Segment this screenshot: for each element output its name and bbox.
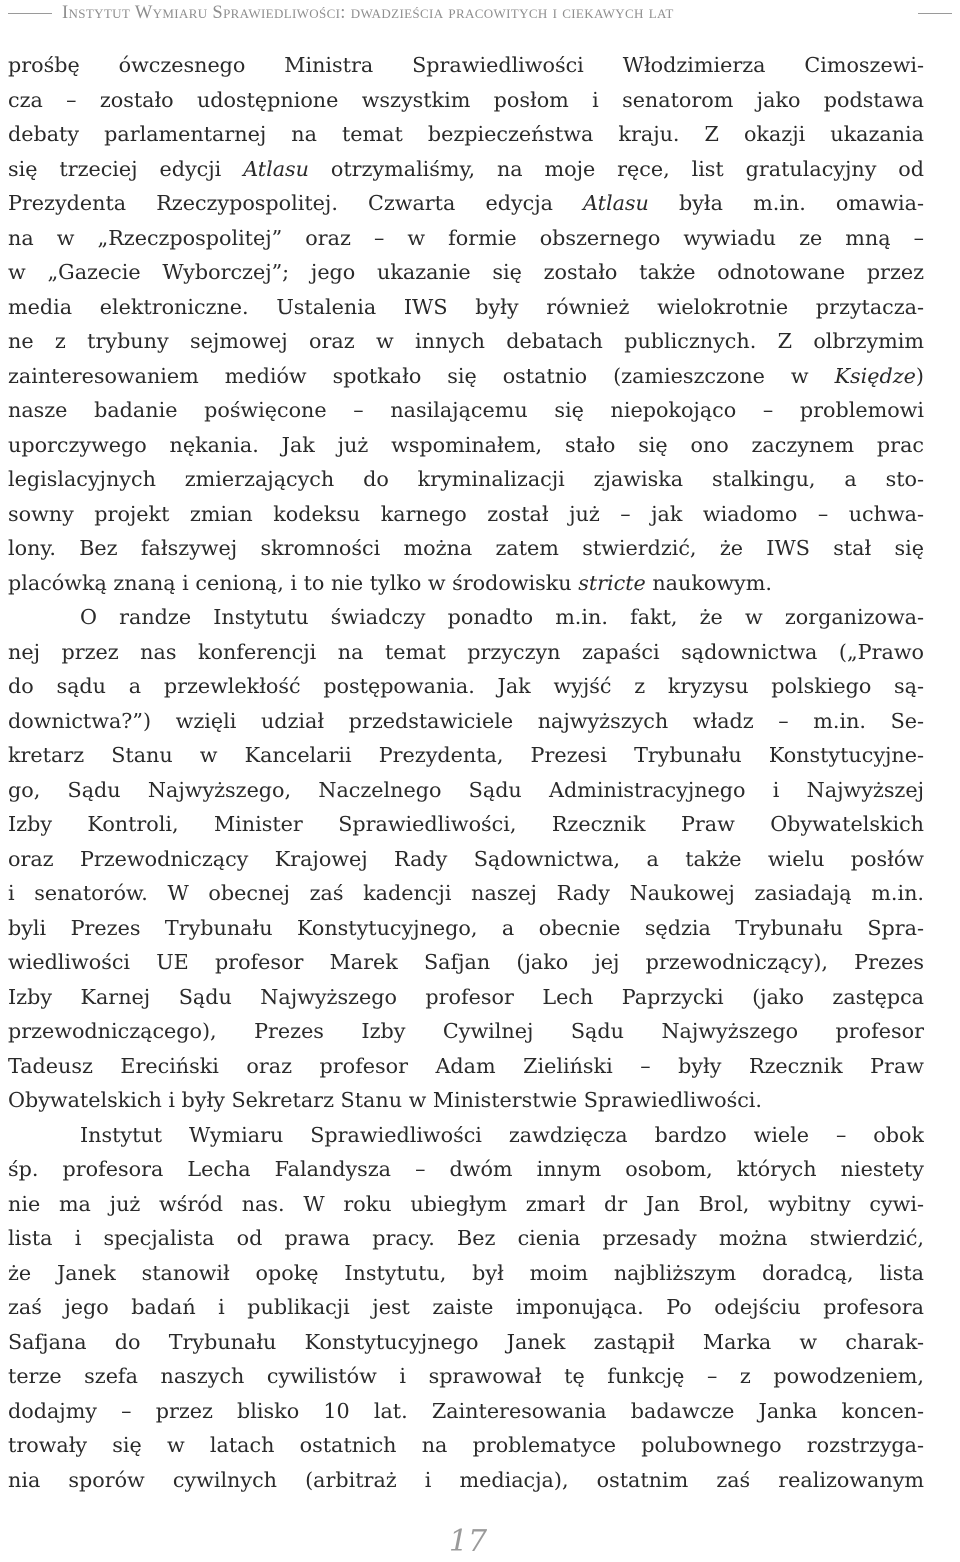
body-line: Izby Kontroli, Minister Sprawiedliwości, Rzecznik Praw Obywatelskich xyxy=(8,812,924,836)
body-line: cza – zostało udostępnione wszystkim posłom i senatorom jako podstawa xyxy=(8,87,924,112)
body-text xyxy=(8,48,924,1497)
body-line: zaś jego badań i publikacji jest zaiste imponująca. Po odejściu profesora xyxy=(8,1295,924,1319)
body-line: uporczywego nękania. Jak już wspominałem, stało się ono zaczynem prac xyxy=(8,432,924,457)
body-line xyxy=(8,566,924,601)
body-line: oraz Przewodniczący Krajowej Rady Sądownictwa, a także wielu posłów xyxy=(8,846,924,871)
body-line: kretarz Stanu w Kancelarii Prezydenta, Prezesi Trybunału Konstytucyjne- xyxy=(8,743,924,767)
body-line: przewodniczącego), Prezes Izby Cywilnej Sądu Najwyższego profesor xyxy=(8,1019,924,1043)
body-line: downictwa?”) wzięli udział przedstawiciele najwyższych władz – m.in. Se- xyxy=(8,708,924,733)
body-line: Obywatelskich i były Sekretarz Stanu w Ministerstwie Sprawiedliwości. xyxy=(8,1088,762,1112)
body-line: go, Sądu Najwyższego, Naczelnego Sądu Administracyjnego i Najwyższej xyxy=(8,777,924,802)
body-line: legislacyjnych zmierzających do kryminalizacji zjawiska stalkingu, a sto- xyxy=(8,467,924,491)
body-line xyxy=(8,359,924,394)
body-line: O randze Instytutu świadczy ponadto m.in. fakt, że w zorganizowa- xyxy=(80,605,924,629)
body-line: lony. Bez fałszywej skromności można zatem stwierdzić, że IWS stał się xyxy=(8,536,924,560)
running-title: Instytut Wymiaru Sprawiedliwości: dwadzieścia pracowitych i ciekawych lat xyxy=(62,3,674,23)
body-line: że Janek stanowił opokę Instytutu, był moim najbliższym doradcą, lista xyxy=(8,1260,924,1285)
text-span: naukowym. xyxy=(645,570,772,595)
body-line: Tadeusz Ereciński oraz profesor Adam Zieliński – były Rzecznik Praw xyxy=(8,1053,924,1078)
body-line: Izby Karnej Sądu Najwyższego profesor Lech Paprzycki (jako zastępca xyxy=(8,984,924,1009)
body-line: dodajmy – przez blisko 10 lat. Zainteresowania badawcze Janka koncen- xyxy=(8,1398,924,1423)
running-header xyxy=(0,0,960,26)
italic-title: Atlasu xyxy=(243,156,309,181)
text-span: placówką znaną i cenioną, i to nie tylko w środowisku xyxy=(8,570,579,595)
body-line: na w „Rzeczpospolitej” oraz – w formie obszernego wywiadu ze mną – xyxy=(8,225,924,250)
body-line: lista i specjalista od prawa pracy. Bez cienia przesady można stwierdzić, xyxy=(8,1226,924,1250)
body-line: debaty parlamentarnej na temat bezpieczeństwa kraju. Z okazji ukazania xyxy=(8,122,924,146)
body-line: ne z trybuny sejmowej oraz w innych debatach publicznych. Z olbrzymim xyxy=(8,329,924,353)
italic-term: stricte xyxy=(578,570,646,595)
header-rule-left xyxy=(8,13,52,14)
body-line xyxy=(8,152,924,187)
body-line: nie ma już wśród nas. W roku ubiegłym zmarł dr Jan Brol, wybitny cywi- xyxy=(8,1191,924,1216)
body-line: Safjana do Trybunału Konstytucyjnego Janek zastąpił Marka w charak- xyxy=(8,1329,924,1354)
body-line: trowały się w latach ostatnich na problematyce polubownego rozstrzyga- xyxy=(8,1433,924,1457)
body-line: terze szefa naszych cywilistów i sprawował tę funkcję – z powodzeniem, xyxy=(8,1364,924,1388)
text-span: ) xyxy=(915,363,924,388)
body-line: nej przez nas konferencji na temat przyczyn zapaści sądownictwa („Prawo xyxy=(8,639,924,664)
text-span: była m.in. omawia- xyxy=(648,191,924,215)
body-line: byli Prezes Trybunału Konstytucyjnego, a obecnie sędzia Trybunału Spra- xyxy=(8,915,924,940)
body-line: prośbę ówczesnego Ministra Sprawiedliwości Włodzimierza Cimoszewi- xyxy=(8,53,924,77)
text-span: się trzeciej edycji xyxy=(8,156,244,181)
italic-title: Księdze xyxy=(834,363,916,388)
text-span: zainteresowaniem mediów spotkało się ostatnio (zamieszczone w xyxy=(8,363,835,388)
body-line: śp. profesora Lecha Falandysza – dwóm innym osobom, których niestety xyxy=(8,1157,924,1181)
italic-title: Atlasu xyxy=(583,191,649,215)
text-span: Prezydenta Rzeczypospolitej. Czwarta edycja xyxy=(8,191,584,215)
body-line: w „Gazecie Wyborczej”; jego ukazanie się zostało także odnotowane przez xyxy=(8,260,924,284)
body-line: wiedliwości UE profesor Marek Safjan (jako jej przewodniczący), Prezes xyxy=(8,950,924,974)
body-line: i senatorów. W obecnej zaś kadencji naszej Rady Naukowej zasiadają m.in. xyxy=(8,881,924,905)
body-line: do sądu a przewlekłość postępowania. Jak wyjść z kryzysu polskiego są- xyxy=(8,674,924,698)
body-line: sowny projekt zmian kodeksu karnego został już – jak wiadomo – uchwa- xyxy=(8,501,924,526)
text-span: otrzymaliśmy, na moje ręce, list gratulacyjny od xyxy=(308,156,924,181)
body-line: Instytut Wymiaru Sprawiedliwości zawdzięcza bardzo wiele – obok xyxy=(80,1122,924,1147)
header-rule-right xyxy=(918,13,952,14)
body-line xyxy=(8,186,924,221)
page-number: 17 xyxy=(448,1524,488,1559)
body-line: nasze badanie poświęcone – nasilającemu się niepokojąco – problemowi xyxy=(8,398,924,422)
body-line: nia sporów cywilnych (arbitraż i mediacja), ostatnim zaś realizowanym xyxy=(8,1467,924,1492)
body-line: media elektroniczne. Ustalenia IWS były również wielokrotnie przytacza- xyxy=(8,294,924,319)
